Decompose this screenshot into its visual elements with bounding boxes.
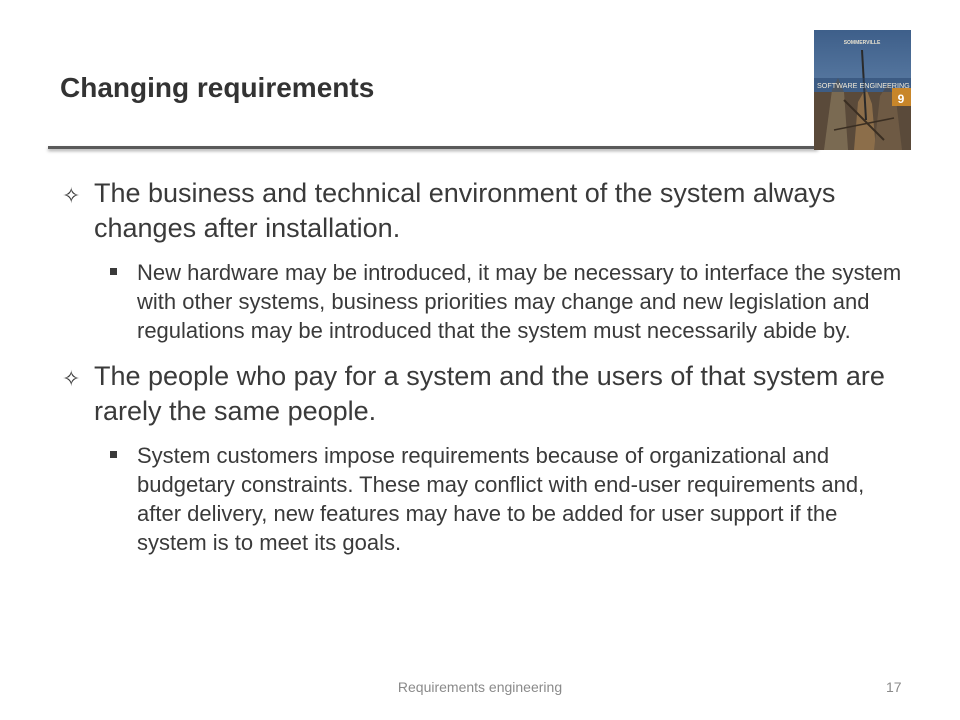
square-bullet-icon bbox=[110, 451, 117, 458]
bullet-level2-text: System customers impose requirements because of organizational and budgetary constraints. These may conflict with end-user requirements and, after delivery, new features may have to be added for user support if the system is to meet its goals. bbox=[137, 443, 865, 555]
bullet-level2 bbox=[62, 441, 912, 557]
slide-title: Changing requirements bbox=[60, 72, 375, 103]
bullet-level1-text: The people who pay for a system and the users of that system are rarely the same people. bbox=[94, 361, 885, 426]
bullet-level1 bbox=[62, 359, 912, 429]
bullet-level2 bbox=[62, 258, 912, 345]
page-number: 17 bbox=[886, 679, 902, 695]
book-title-text: SOFTWARE ENGINEERING bbox=[817, 81, 910, 90]
bullet-level1 bbox=[62, 176, 912, 246]
footer-label: Requirements engineering bbox=[397, 679, 563, 695]
square-bullet-icon bbox=[110, 268, 117, 275]
star-bullet-icon: ✧ bbox=[62, 183, 81, 208]
title-divider bbox=[48, 146, 818, 149]
star-bullet-icon: ✧ bbox=[62, 366, 81, 391]
book-author-text: SOMMERVILLE bbox=[843, 40, 881, 46]
bullet-level2-text: New hardware may be introduced, it may be necessary to interface the system with other systems, business priorities may change and new legislation and regulations may be introduced that the system must necessarily abide by. bbox=[137, 260, 902, 343]
bullet-level1-text: The business and technical environment of the system always changes after installation. bbox=[94, 178, 836, 243]
book-edition-text: 9 bbox=[897, 92, 905, 106]
slide-content bbox=[62, 176, 912, 571]
book-cover-image bbox=[814, 30, 911, 150]
